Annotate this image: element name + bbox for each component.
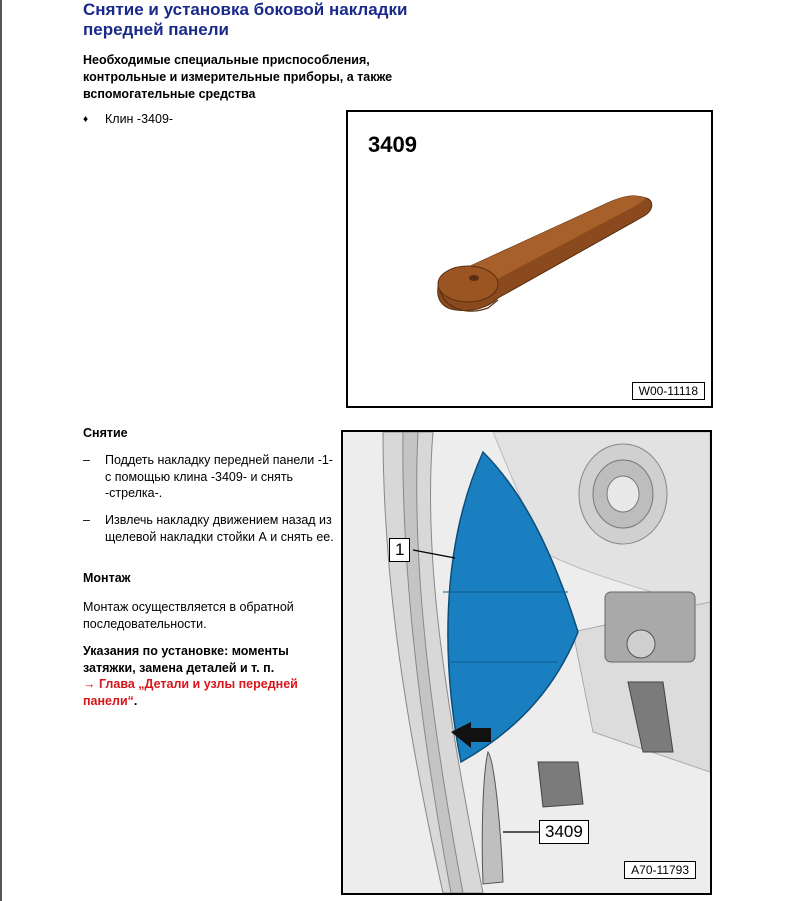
tools-intro: Необходимые специальные приспособления, контрольные и измерительные приборы, а также вспомогательные средства [83,53,393,101]
removal-step-text: Извлечь накладку движением назад из щелевой накладки стойки А и снять ее. [105,513,334,544]
tool-item [83,112,173,126]
tool-figure-code: W00-11118 [632,382,705,400]
install-notes-suffix: . [133,693,138,708]
install-text: Монтаж осуществляется в обратной последовательности. [83,600,294,631]
dash-marker: – [83,513,90,527]
install-heading: Монтаж [83,571,131,585]
tool-item-text: Клин -3409- [105,112,174,126]
page-left-rule [0,0,2,901]
callout-tool-3409: 3409 [539,820,589,844]
removal-step [83,452,338,502]
page-title: Снятие и установка боковой накладки передней панели [83,0,408,39]
removal-figure [341,430,712,895]
wedge-tool-illustration [348,112,711,406]
tool-figure [346,110,713,408]
removal-step [83,512,338,545]
dashboard-illustration [343,432,710,893]
removal-figure-code: A70-11793 [624,861,696,879]
chapter-link[interactable]: → Глава „Детали и узлы передней панели“ [83,677,298,708]
install-notes [83,643,323,709]
install-notes-heading: Указания по установке: моменты затяжки, замена деталей и т. п. [83,644,289,675]
dash-marker: – [83,453,90,467]
callout-panel-1: 1 [389,538,410,562]
tool-figure-label: 3409 [368,132,417,157]
diamond-bullet-icon: ♦ [83,114,89,125]
removal-step-text: Поддеть накладку передней панели -1- с помощью клина -3409- и снять -стрелка-. [105,453,333,500]
removal-heading: Снятие [83,426,128,440]
